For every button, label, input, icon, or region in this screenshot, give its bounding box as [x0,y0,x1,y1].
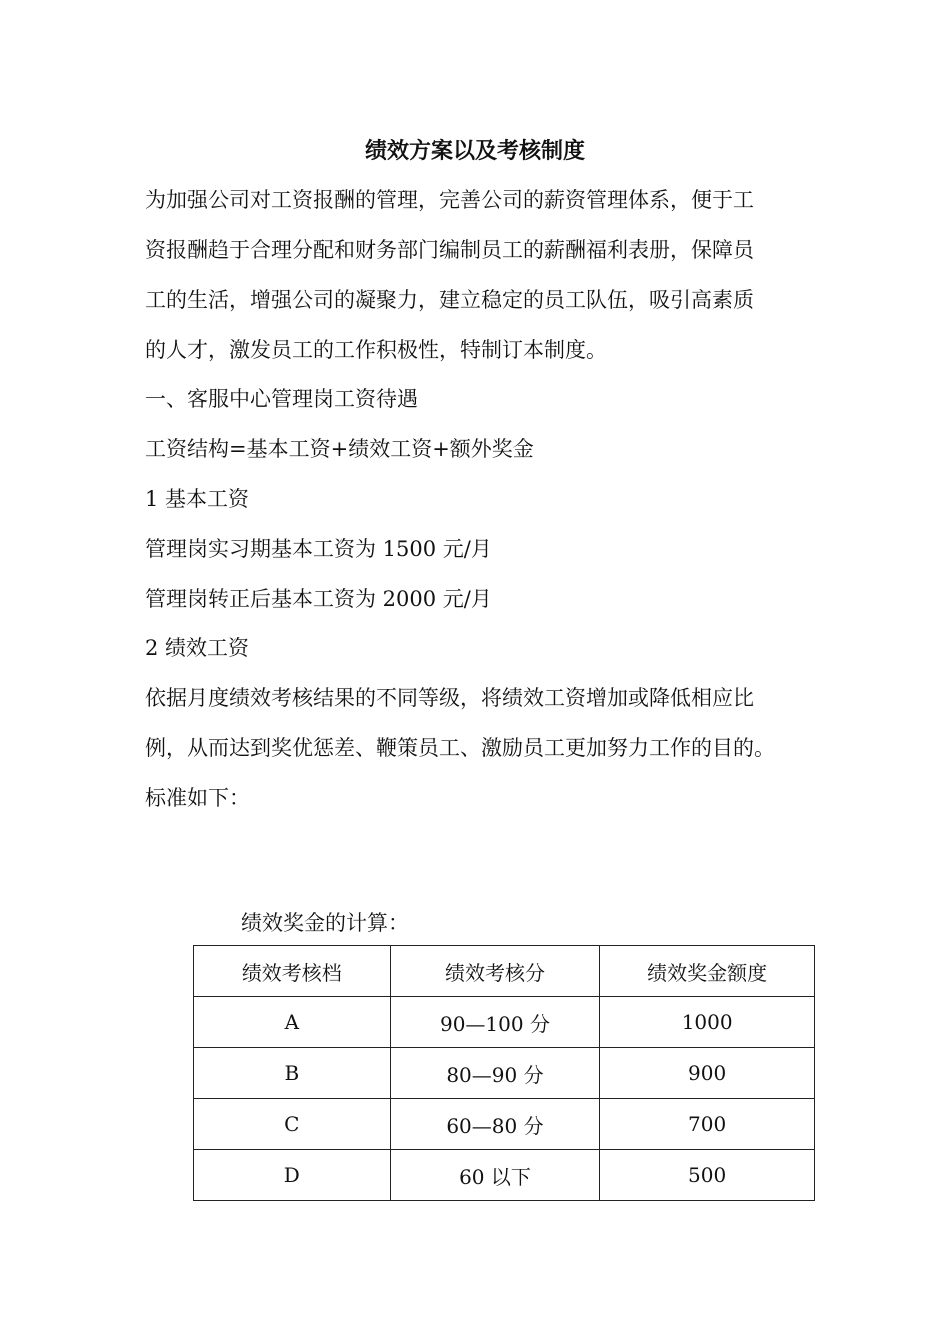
cell-grade: A [194,997,391,1048]
table-row [194,1150,815,1201]
document-title: 绩效方案以及考核制度 [364,138,585,164]
item-performance-wage: 2 绩效工资 [145,636,250,660]
cell-grade: C [194,1099,391,1150]
cell-bonus: 1000 [600,997,815,1048]
cell-score: 90—100 分 [390,997,600,1048]
regular-wage: 管理岗转正后基本工资为 2000 元/月 [145,587,492,611]
cell-bonus: 700 [600,1099,815,1150]
table-row [194,1048,815,1099]
item-basic-wage: 1 基本工资 [145,487,250,511]
intro-line-3: 工的生活，增强公司的凝聚力，建立稳定的员工队伍，吸引高素质 [145,288,754,312]
header-bonus: 绩效奖金额度 [600,946,815,997]
intern-wage: 管理岗实习期基本工资为 1500 元/月 [145,537,492,561]
intro-line-1: 为加强公司对工资报酬的管理，完善公司的薪资管理体系，便于工 [145,188,754,212]
cell-score: 60 以下 [390,1150,600,1201]
wage-structure: 工资结构=基本工资+绩效工资+额外奖金 [145,437,534,461]
table-row [194,1099,815,1150]
header-score: 绩效考核分 [390,946,600,997]
section-heading: 一、客服中心管理岗工资待遇 [145,387,418,411]
perf-line-3: 标准如下： [145,786,250,810]
perf-line-2: 例，从而达到奖优惩差、鞭策员工、激励员工更加努力工作的目的。 [145,736,775,760]
intro-line-4: 的人才，激发员工的工作积极性，特制订本制度。 [145,338,607,362]
perf-line-1: 依据月度绩效考核结果的不同等级，将绩效工资增加或降低相应比 [145,686,754,710]
intro-line-2: 资报酬趋于合理分配和财务部门编制员工的薪酬福利表册，保障员 [145,238,754,262]
cell-bonus: 500 [600,1150,815,1201]
table-row [194,997,815,1048]
header-grade: 绩效考核档 [194,946,391,997]
table-header-row [194,946,815,997]
cell-score: 60—80 分 [390,1099,600,1150]
cell-score: 80—90 分 [390,1048,600,1099]
cell-grade: B [194,1048,391,1099]
cell-grade: D [194,1150,391,1201]
cell-bonus: 900 [600,1048,815,1099]
table-caption: 绩效奖金的计算： [241,911,409,935]
bonus-table [193,945,815,1201]
